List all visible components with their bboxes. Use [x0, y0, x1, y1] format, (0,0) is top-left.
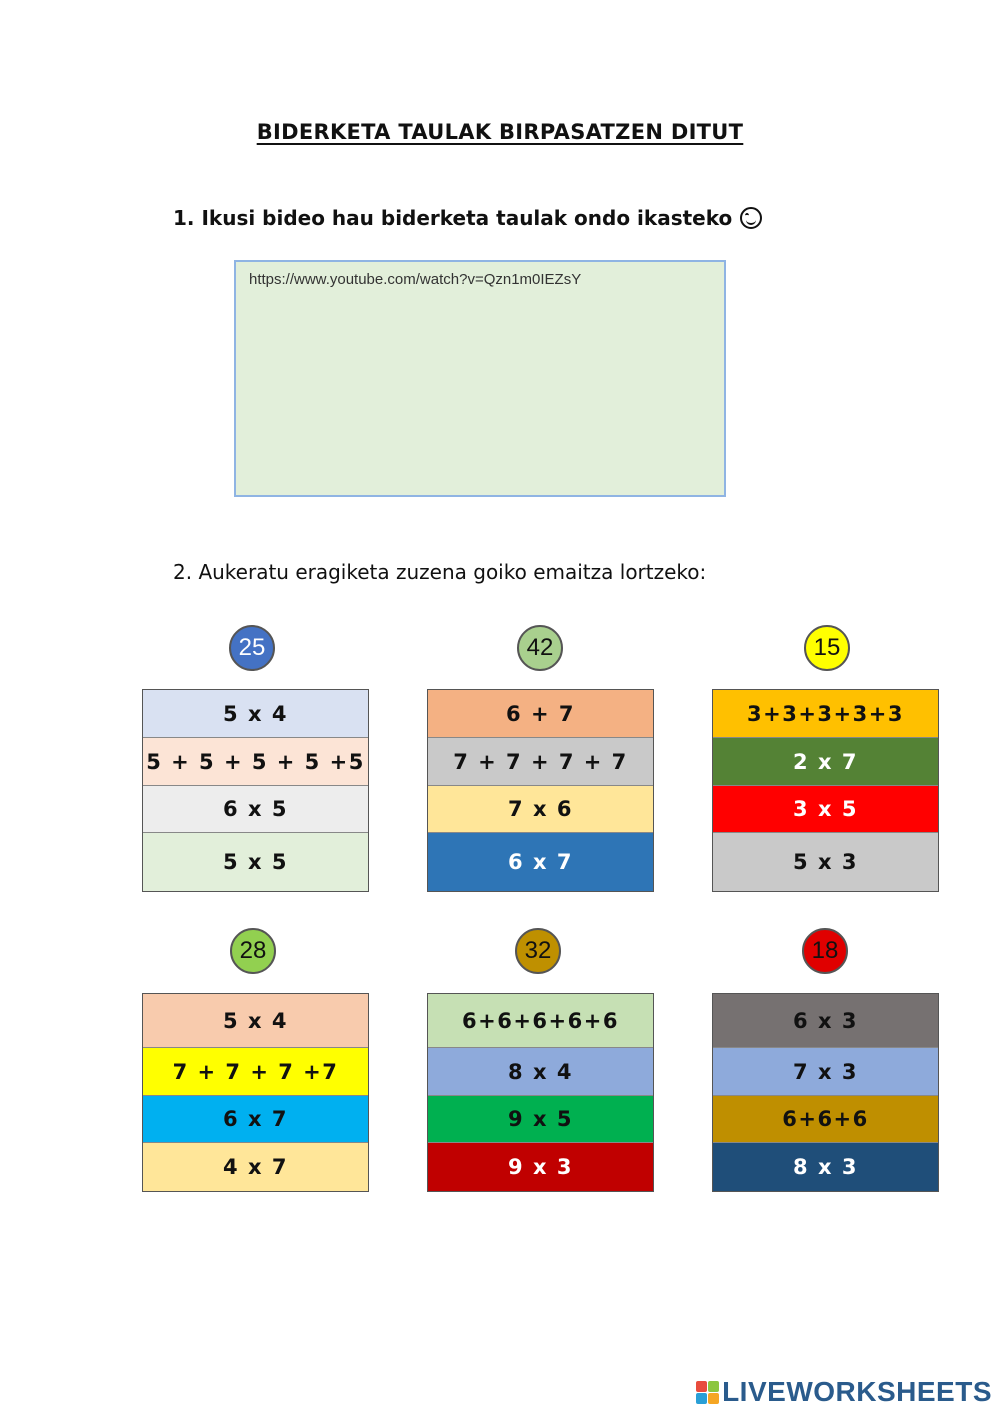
option-list: [427, 993, 654, 1192]
option-button[interactable]: 6 + 7: [428, 690, 653, 738]
option-button[interactable]: 3 x 5: [713, 786, 938, 833]
option-button[interactable]: 8 x 4: [428, 1048, 653, 1096]
option-button[interactable]: 7 + 7 + 7 +7: [143, 1048, 368, 1096]
option-button[interactable]: 6 x 7: [143, 1096, 368, 1143]
option-button[interactable]: 9 x 5: [428, 1096, 653, 1143]
result-badge: 25: [229, 625, 275, 671]
question-1-text: 1. Ikusi bideo hau biderketa taulak ondo ikasteko: [173, 206, 733, 230]
option-button[interactable]: 7 + 7 + 7 + 7: [428, 738, 653, 786]
brand-name: LIVEWORKSHEETS: [722, 1376, 992, 1407]
option-button[interactable]: 5 x 3: [713, 833, 938, 891]
option-button[interactable]: 9 x 3: [428, 1143, 653, 1191]
option-button[interactable]: 8 x 3: [713, 1143, 938, 1191]
option-list: [712, 689, 939, 892]
option-button[interactable]: 6 x 7: [428, 833, 653, 891]
option-button[interactable]: 6+6+6: [713, 1096, 938, 1143]
option-list: [142, 993, 369, 1192]
smiley-icon: [740, 207, 762, 229]
option-button[interactable]: 7 x 6: [428, 786, 653, 833]
video-link-box[interactable]: [234, 260, 726, 497]
option-button[interactable]: 2 x 7: [713, 738, 938, 786]
video-link[interactable]: https://www.youtube.com/watch?v=Qzn1m0IEZsY: [249, 271, 582, 288]
option-list: [142, 689, 369, 892]
option-list: [712, 993, 939, 1192]
liveworksheets-logo: [696, 1374, 992, 1410]
result-badge: 42: [517, 625, 563, 671]
option-button[interactable]: 6 x 3: [713, 994, 938, 1048]
result-badge: 18: [802, 928, 848, 974]
option-button[interactable]: 7 x 3: [713, 1048, 938, 1096]
option-button[interactable]: 4 x 7: [143, 1143, 368, 1191]
result-badge: 32: [515, 928, 561, 974]
option-button[interactable]: 6 x 5: [143, 786, 368, 833]
option-button[interactable]: 5 x 4: [143, 690, 368, 738]
option-button[interactable]: 5 x 4: [143, 994, 368, 1048]
question-1: [173, 206, 762, 230]
page-title: BIDERKETA TAULAK BIRPASATZEN DITUT: [256, 120, 744, 144]
option-button[interactable]: 3+3+3+3+3: [713, 690, 938, 738]
option-button[interactable]: 6+6+6+6+6: [428, 994, 653, 1048]
result-badge: 28: [230, 928, 276, 974]
option-button[interactable]: 5 x 5: [143, 833, 368, 891]
liveworksheets-logo-icon: [696, 1381, 719, 1404]
question-2: 2. Aukeratu eragiketa zuzena goiko emaitza lortzeko:: [173, 560, 707, 584]
option-list: [427, 689, 654, 892]
option-button[interactable]: 5 + 5 + 5 + 5 +5: [143, 738, 368, 786]
result-badge: 15: [804, 625, 850, 671]
